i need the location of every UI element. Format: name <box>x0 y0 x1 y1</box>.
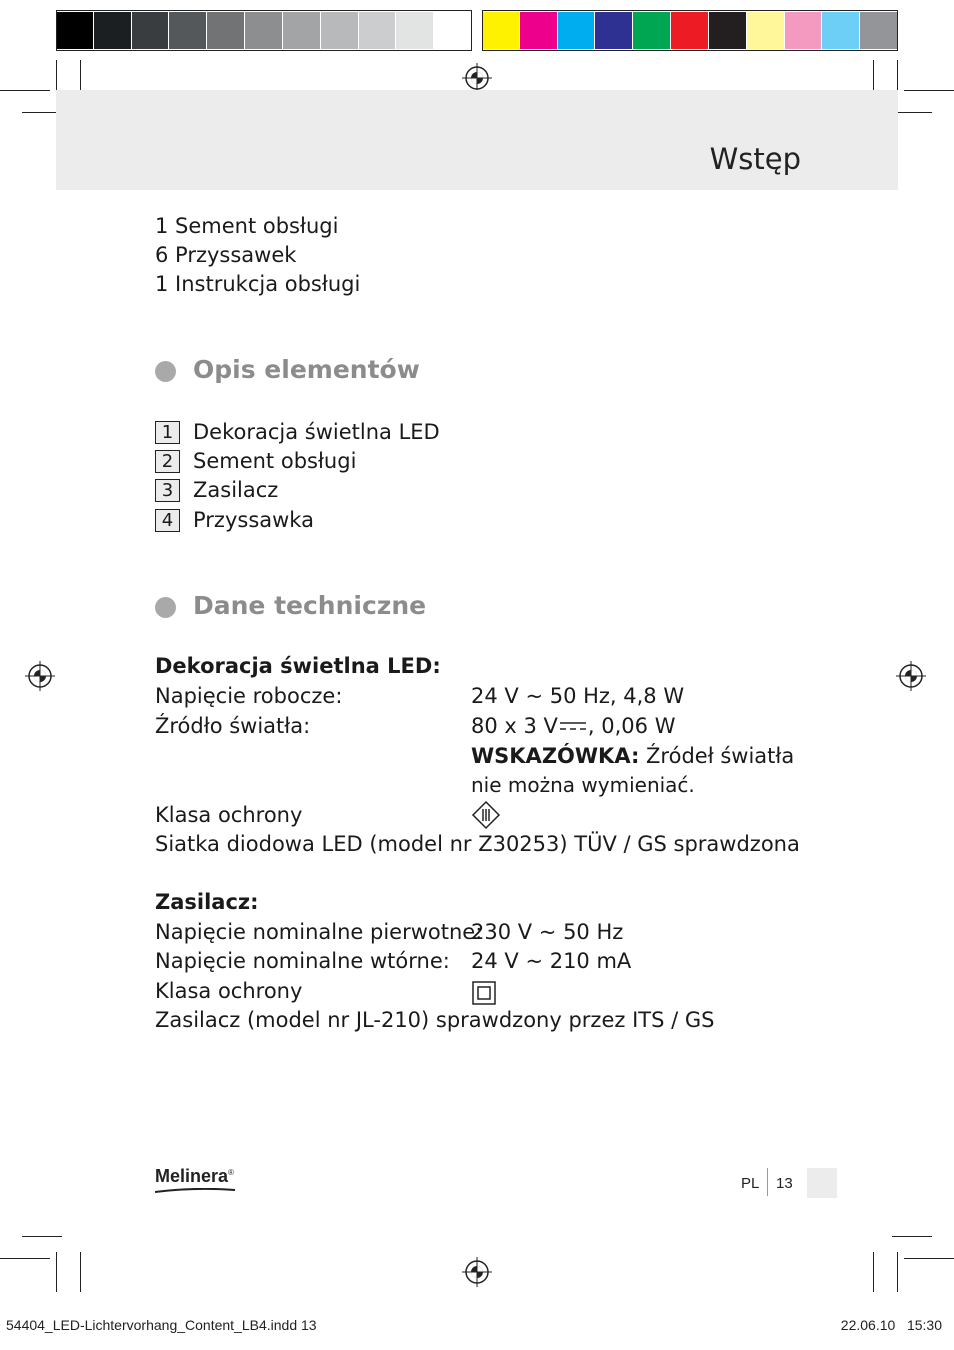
page-tab-marker <box>807 1168 837 1198</box>
footer-divider <box>767 1168 768 1196</box>
spec-certification: Zasilacz (model nr JL-210) sprawdzony przez ITS / GS <box>155 1008 715 1032</box>
spec-label: Napięcie nominalne wtórne: <box>155 949 450 973</box>
brand-logo <box>155 1166 234 1187</box>
list-item: 1 Instrukcja obsługi <box>155 272 361 296</box>
section-heading-parts: Opis elementów <box>193 355 420 384</box>
spec-label: Klasa ochrony <box>155 803 303 827</box>
spec-value-part: 80 x 3 V <box>471 714 558 738</box>
registration-mark-icon <box>25 661 55 691</box>
list-item: 6 Przyssawek <box>155 243 297 267</box>
date-slug: 22.06.10 15:30 <box>840 1317 942 1333</box>
protection-class-iii-icon <box>471 800 501 830</box>
section-bullet-icon <box>155 361 176 382</box>
file-slug: 54404_LED-Lichtervorhang_Content_LB4.indd 13 <box>6 1317 317 1333</box>
part-label: Sement obsługi <box>193 449 357 473</box>
part-number-box: 2 <box>155 450 180 473</box>
language-code: PL <box>741 1175 760 1192</box>
registration-mark-icon <box>462 63 492 93</box>
spec-value <box>471 714 675 738</box>
page-title: Wstęp <box>709 142 801 176</box>
process-color-bar-frame <box>482 10 898 51</box>
list-item: 1 Sement obsługi <box>155 214 339 238</box>
part-label: Dekoracja świetlna LED <box>193 420 440 444</box>
page-number: 13 <box>776 1175 793 1192</box>
spec-label: Napięcie nominalne pierwotne: <box>155 920 483 944</box>
spec-value-part: , 0,06 W <box>587 714 676 738</box>
spec-value: 24 V ~ 50 Hz, 4,8 W <box>471 684 685 708</box>
spec-heading-led: Dekoracja świetlna LED: <box>155 654 441 678</box>
section-heading-technical-data: Dane techniczne <box>193 591 427 620</box>
brand-swoosh-icon <box>155 1188 235 1194</box>
part-number-box: 3 <box>155 479 180 502</box>
spec-heading-psu: Zasilacz: <box>155 890 259 914</box>
spec-value: 230 V ~ 50 Hz <box>471 920 624 944</box>
registered-mark: ® <box>228 1168 234 1177</box>
note-text: Źródeł światła <box>639 744 795 768</box>
spec-note <box>471 744 794 768</box>
registration-mark-icon <box>462 1257 492 1287</box>
part-label: Zasilacz <box>193 478 279 502</box>
spec-label: Klasa ochrony <box>155 979 303 1003</box>
note-label: WSKAZÓWKA: <box>471 744 640 768</box>
part-number-box: 1 <box>155 421 180 444</box>
spec-note-line: nie można wymieniać. <box>471 773 695 797</box>
brand-name: Melinera <box>155 1166 229 1186</box>
spec-value: 24 V ~ 210 mA <box>471 949 632 973</box>
part-label: Przyssawka <box>193 508 314 532</box>
direct-current-icon <box>558 719 588 733</box>
protection-class-ii-icon <box>472 981 496 1005</box>
spec-certification: Siatka diodowa LED (model nr Z30253) TÜV / GS sprawdzona <box>155 832 800 856</box>
registration-mark-icon <box>896 661 926 691</box>
part-number-box: 4 <box>155 509 180 532</box>
section-bullet-icon <box>155 597 176 618</box>
spec-label: Źródło światła: <box>155 714 311 738</box>
grayscale-bar-frame <box>56 10 472 51</box>
spec-label: Napięcie robocze: <box>155 684 343 708</box>
